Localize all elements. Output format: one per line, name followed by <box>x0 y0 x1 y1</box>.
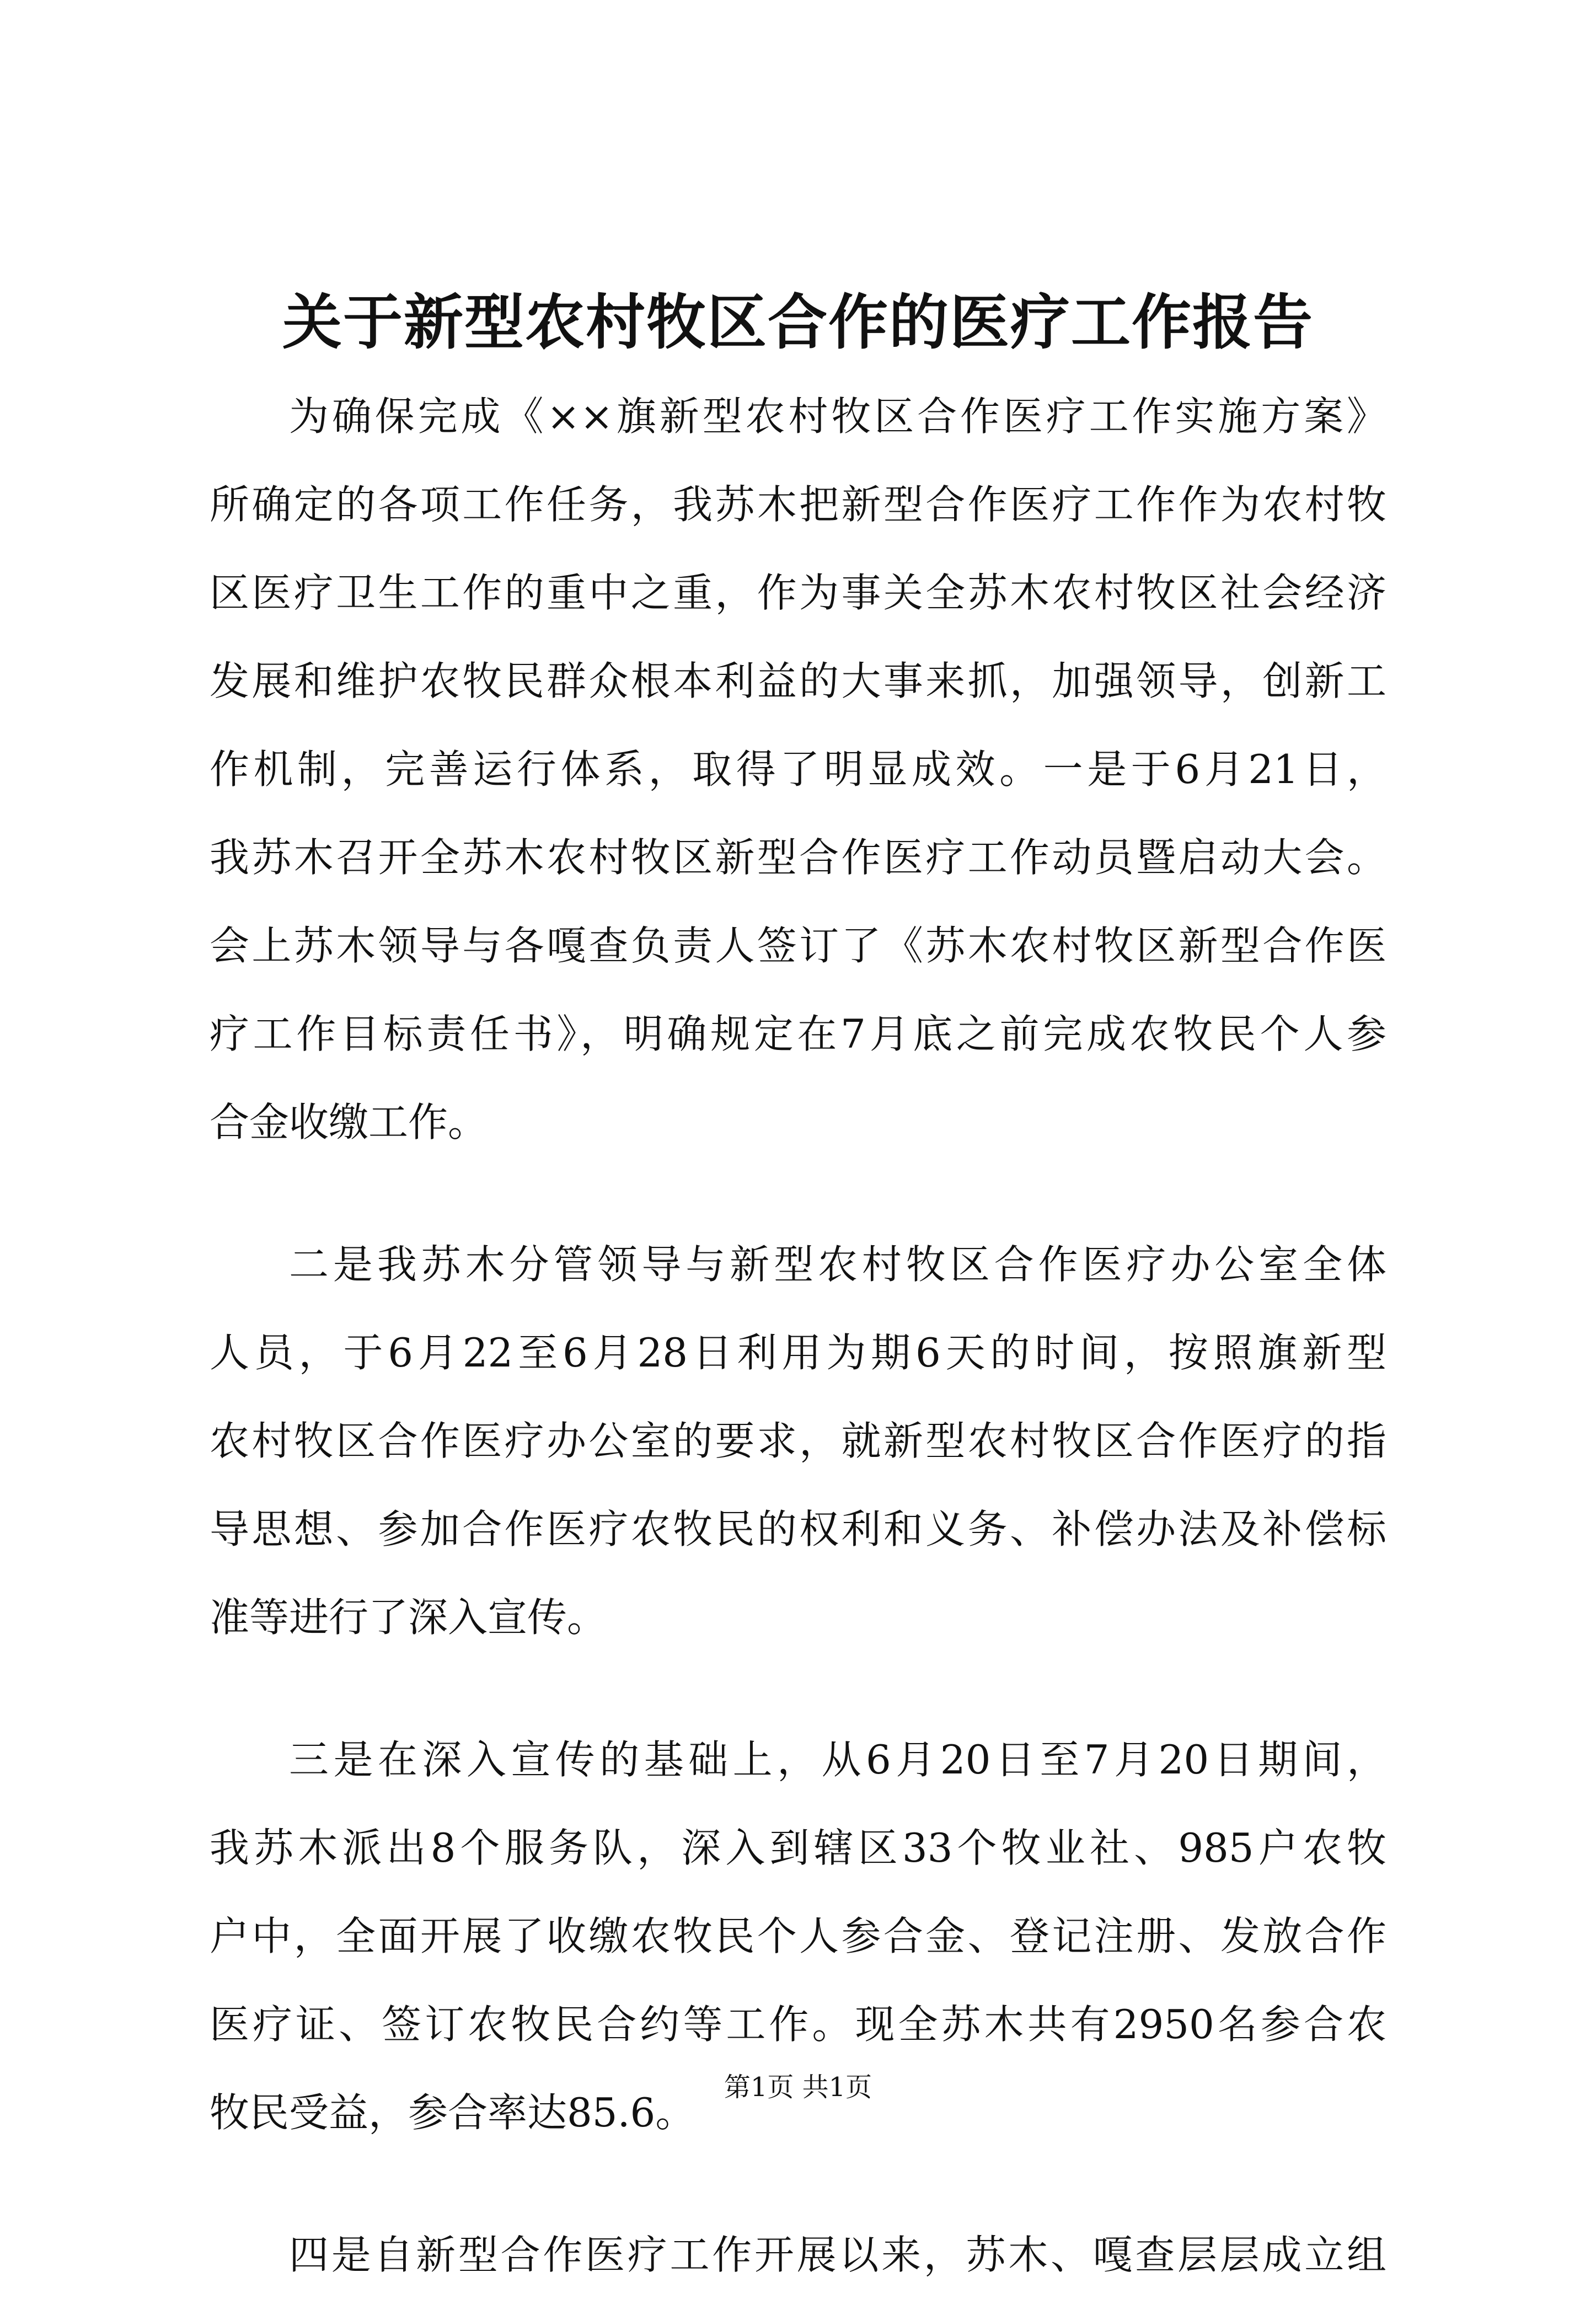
paragraph-line: 导思想、参加合作医疗农牧民的权利和义务、补偿办法及补偿标 <box>210 1506 1386 1552</box>
paragraph-line: 所确定的各项工作任务，我苏木把新型合作医疗工作作为农村牧 <box>210 481 1386 528</box>
paragraph-line: 户中，全面开展了收缴农牧民个人参合金、登记注册、发放合作 <box>210 1913 1386 1959</box>
paragraph-1 <box>210 372 1386 1166</box>
paragraph-2 <box>210 1220 1386 1662</box>
paragraph-line: 作机制，完善运行体系，取得了明显成效。一是于6月21日， <box>210 746 1386 792</box>
paragraph-line: 医疗证、签订农牧民合约等工作。现全苏木共有2950名参合农 <box>210 2001 1386 2048</box>
document-title: 关于新型农村牧区合作的医疗工作报告 <box>282 288 1314 357</box>
paragraph-line: 三是在深入宣传的基础上，从6月20日至7月20日期间， <box>289 1737 1386 1783</box>
paragraph-line: 牧民受益，参合率达85.6。 <box>210 2089 695 2136</box>
paragraph-4 <box>210 2211 1386 2299</box>
paragraph-line: 会上苏木领导与各嘎查负责人签订了《苏木农村牧区新型合作医 <box>210 923 1386 969</box>
paragraph-line: 我苏木召开全苏木农村牧区新型合作医疗工作动员暨启动大会。 <box>210 834 1386 881</box>
paragraph-line: 区医疗卫生工作的重中之重，作为事关全苏木农村牧区社会经济 <box>210 570 1386 616</box>
page-footer: 第1页 共1页 <box>724 2072 872 2103</box>
paragraph-line: 四是自新型合作医疗工作开展以来，苏木、嘎查层层成立组 <box>289 2232 1386 2278</box>
paragraph-gap <box>210 2157 1386 2211</box>
paragraph-gap <box>210 1166 1386 1220</box>
paragraph-line: 发展和维护农牧民群众根本利益的大事来抓，加强领导，创新工 <box>210 658 1386 704</box>
paragraph-line: 为确保完成《××旗新型农村牧区合作医疗工作实施方案》 <box>289 393 1386 440</box>
document-body <box>210 372 1386 2299</box>
paragraph-line: 合金收缴工作。 <box>210 1099 488 1145</box>
paragraph-line: 人员，于6月22至6月28日利用为期6天的时间，按照旗新型 <box>210 1330 1386 1376</box>
paragraph-line: 二是我苏木分管领导与新型农村牧区合作医疗办公室全体 <box>289 1241 1386 1288</box>
paragraph-line: 我苏木派出8个服务队，深入到辖区33个牧业社、985户农牧 <box>210 1825 1386 1871</box>
paragraph-gap <box>210 1662 1386 1716</box>
paragraph-line: 农村牧区合作医疗办公室的要求，就新型农村牧区合作医疗的指 <box>210 1418 1386 1464</box>
paragraph-line: 疗工作目标责任书》，明确规定在7月底之前完成农牧民个人参 <box>210 1011 1386 1057</box>
paragraph-line: 准等进行了深入宣传。 <box>210 1594 607 1641</box>
